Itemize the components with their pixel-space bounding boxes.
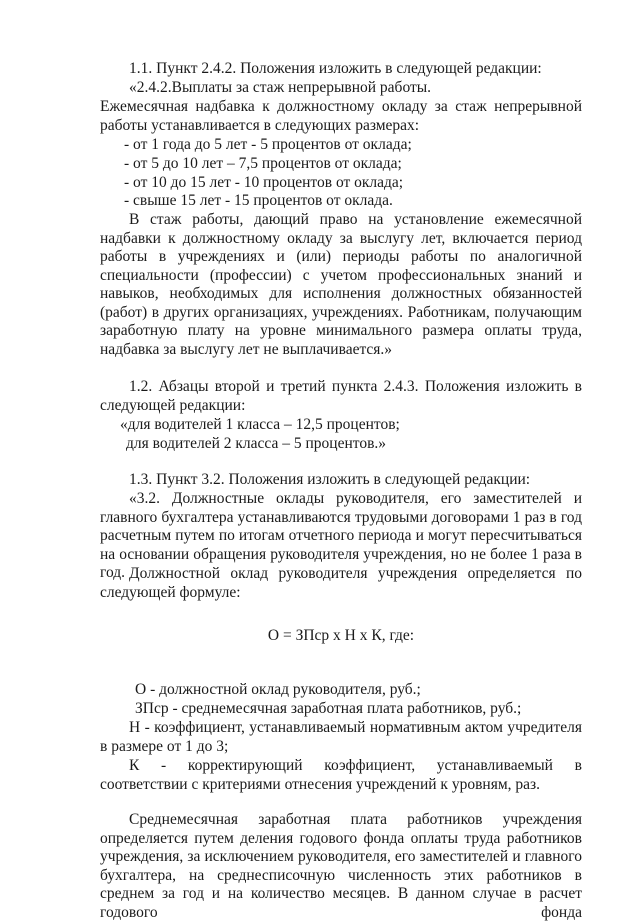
formula-definition: ЗПср - среднемесячная заработная плата работников, руб.; xyxy=(135,700,522,717)
formula-definition: О - должностной оклад руководителя, руб.; xyxy=(135,681,421,698)
bonus-rate-item: - от 1 года до 5 лет - 5 процентов от оклада; xyxy=(124,136,412,153)
section-1-1-heading: 1.1. Пункт 2.4.2. Положения изложить в следующей редакции: xyxy=(129,60,542,77)
section-1-3-heading: 1.3. Пункт 3.2. Положения изложить в следующей редакции: xyxy=(129,471,531,488)
formula-definition: Н - коэффициент, устанавливаемый нормативным актом учредителя в размере от 1 до 3; xyxy=(100,719,582,755)
salary-formula: О = ЗПср х Н х К, где: xyxy=(267,627,415,644)
bonus-rate-item: - от 10 до 15 лет - 10 процентов от оклада; xyxy=(124,174,404,191)
driver-class-2-line: для водителей 2 класса – 5 процентов.» xyxy=(126,435,387,452)
bonus-rate-item: - свыше 15 лет - 15 процентов от оклада. xyxy=(124,192,393,209)
average-salary-paragraph: Среднемесячная заработная плата работников учреждения определяется путем деления годового фонда оплаты труда работников учреждения, за исключением руководителя, его заместителей и главного бухгалтера, на среднесписочную численность этих работников в среднем за год и на количество месяцев. В данном случае в расчет годового фонда xyxy=(100,811,582,921)
driver-class-1-line: «для водителей 1 класса – 12,5 процентов; xyxy=(120,416,400,433)
service-length-paragraph: В стаж работы, дающий право на установление ежемесячной надбавки к должностному окладу за выслугу лет, включается период работы в учреждениях и (или) периоды работы по аналогичной специальности (профессии) с учетом профессиональных знаний и навыков, необходимых для исполнения должностных обязанностей (работ) в других организациях, учреждениях. Работникам, получающим заработную плату на уровне минимального размера оплаты труда, надбавка за выслугу лет не выплачивается.» xyxy=(100,211,582,358)
bonus-intro-paragraph: Ежемесячная надбавка к должностному окладу за стаж непрерывной работы устанавливается в следующих размерах: xyxy=(100,98,582,134)
formula-definition: К - корректирующий коэффициент, устанавливаемый в соответствии с критериями отнесения учреждений к уровням, раз. xyxy=(100,757,582,793)
salary-setting-paragraph: «3.2. Должностные оклады руководителя, его заместителей и главного бухгалтера устанавливаются трудовыми договорами 1 раз в год расчетным путем по итогам отчетного периода и могут пересчитываться на основании обращения руководителя учреждения, но не более 1 раза в год. xyxy=(100,490,582,581)
section-1-2-heading: 1.2. Абзацы второй и третий пункта 2.4.3. Положения изложить в следующей редакции: xyxy=(100,378,582,414)
section-2-4-2-title: «2.4.2.Выплаты за стаж непрерывной работы. xyxy=(129,79,432,96)
formula-intro-paragraph: Должностной оклад руководителя учреждения определяется по следующей формуле: xyxy=(100,565,582,601)
bonus-rate-item: - от 5 до 10 лет – 7,5 процентов от оклада; xyxy=(124,155,402,172)
